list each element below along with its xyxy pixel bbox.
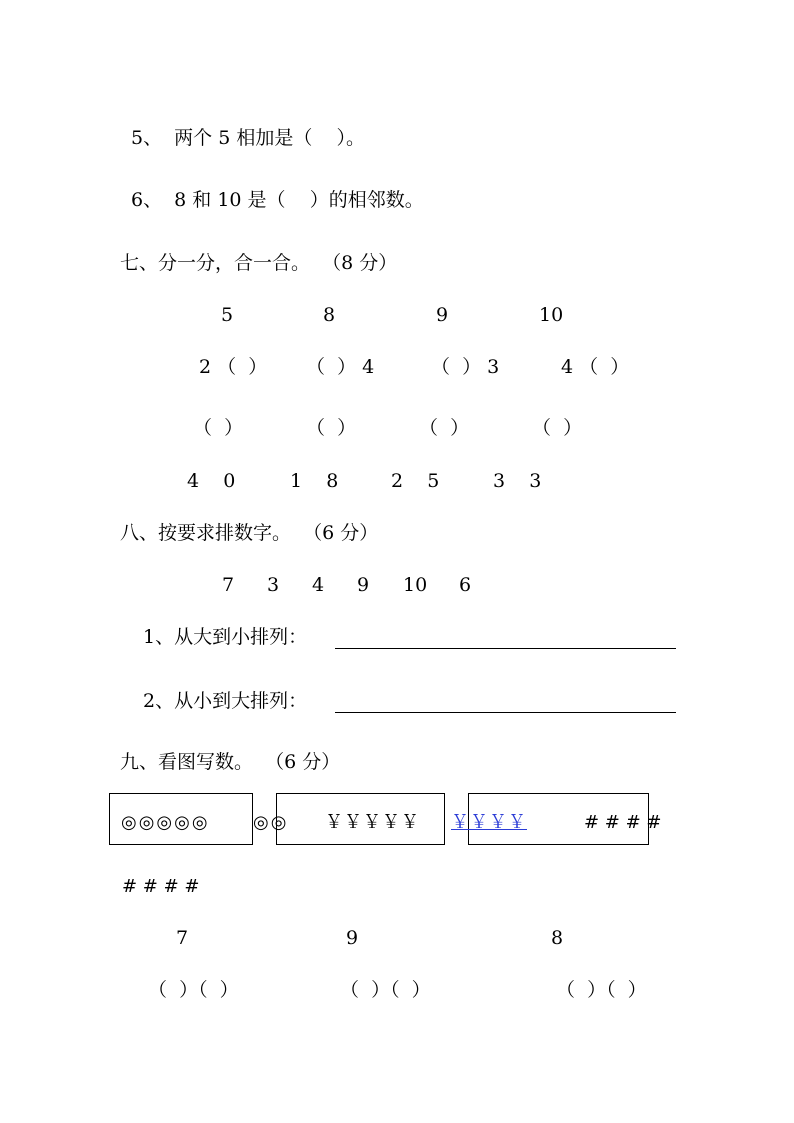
split-row: （ ） 4 [306,356,375,378]
answer-blanks: （ ）（ ） [148,979,239,1001]
section-8-title: 八、按要求排数字。 （6 分） [120,522,379,544]
sort-asc-answer-line[interactable] [335,712,676,713]
yen-symbols-link[interactable]: ￥￥￥￥ [451,812,527,833]
total-number: 7 [176,927,189,949]
circle-symbols: ◎◎◎◎◎ [121,812,210,833]
sort-number: 9 [357,574,370,596]
hash-symbols: # # # # [584,812,662,833]
answer-blanks: （ ）（ ） [556,979,647,1001]
total-number: 9 [346,927,359,949]
split-row: 4 （ ） [561,356,630,378]
sort-number: 10 [403,574,428,596]
total-number: 8 [551,927,564,949]
merge-blank: （ ） [306,417,357,439]
sort-desc-label: 1、从大到小排列： [143,626,308,648]
merge-blank: （ ） [532,417,583,439]
section-7-title: 七、分一分，合一合。 （8 分） [120,252,398,274]
question-5: 5、 两个 5 相加是（ ）。 [131,127,365,149]
split-top-number: 5 [221,304,234,326]
merge-pair: 2 5 [391,470,440,492]
merge-blank: （ ） [419,417,470,439]
split-row: （ ） 3 [431,356,500,378]
sort-asc-label: 2、从小到大排列： [143,690,308,712]
section-9-title: 九、看图写数。 （6 分） [120,751,341,773]
merge-blank: （ ） [193,417,244,439]
sort-number: 4 [312,574,325,596]
question-6: 6、 8 和 10 是（ ）的相邻数。 [131,189,424,211]
split-top-number: 9 [436,304,449,326]
yen-symbols: ￥￥￥￥￥ [325,812,420,833]
split-top-number: 10 [539,304,564,326]
sort-number: 7 [222,574,235,596]
circle-symbols-extra: ◎◎ [253,812,289,833]
split-row: 2 （ ） [199,356,268,378]
sort-number: 3 [267,574,280,596]
split-top-number: 8 [323,304,336,326]
sort-number: 6 [459,574,472,596]
merge-pair: 1 8 [290,470,339,492]
answer-blanks: （ ）（ ） [340,979,431,1001]
hash-symbols-row2: # # # # [122,876,200,897]
merge-pair: 3 3 [493,470,542,492]
merge-pair: 4 0 [187,470,236,492]
sort-desc-answer-line[interactable] [335,648,676,649]
